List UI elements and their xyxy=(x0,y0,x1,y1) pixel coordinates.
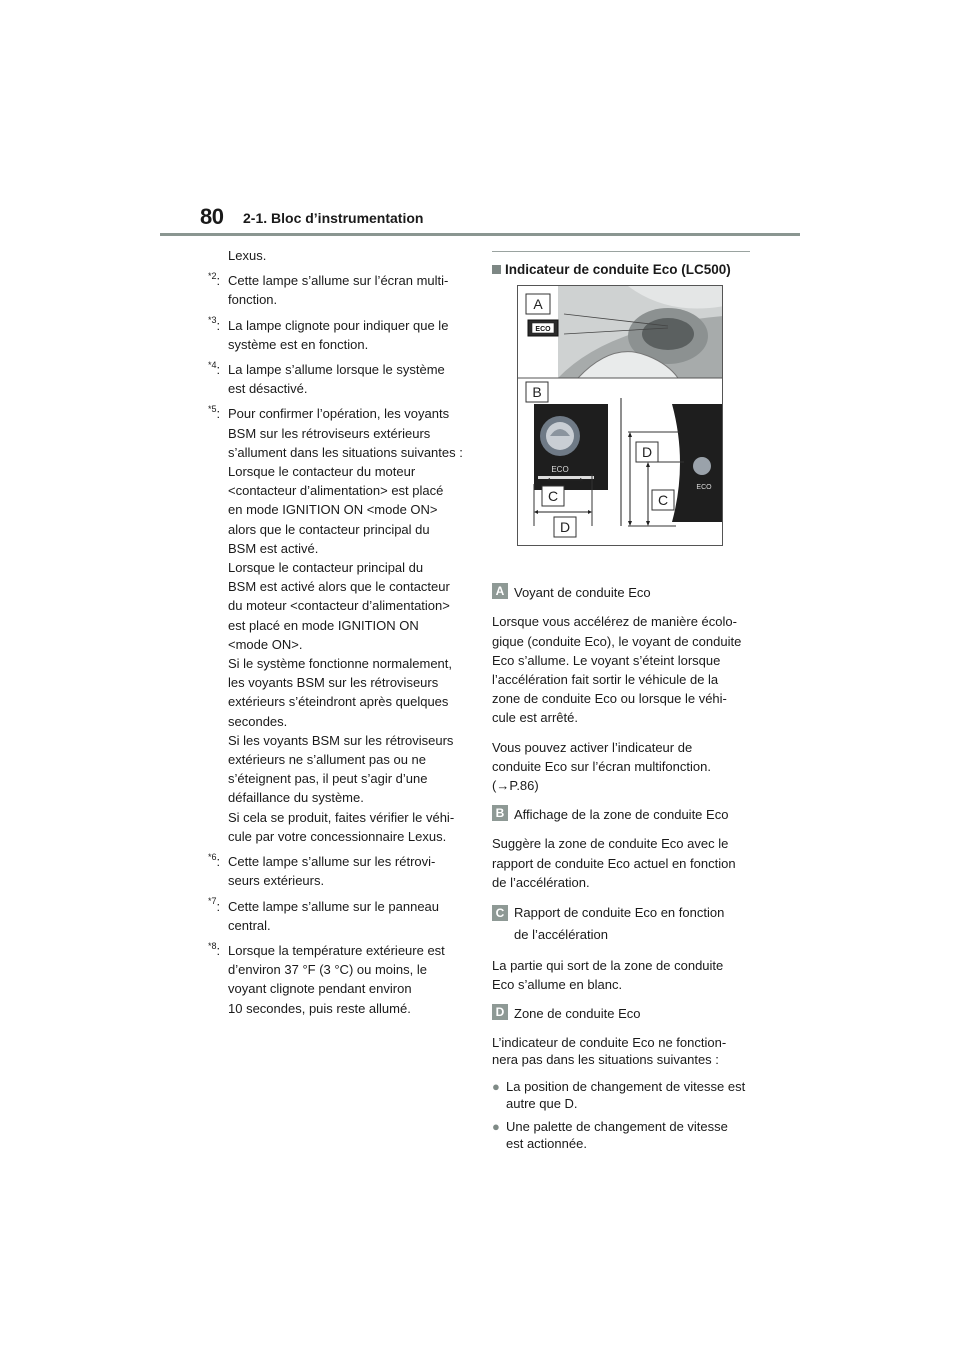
item-a xyxy=(492,583,752,602)
footnote-mark: $^{*2}$: xyxy=(208,270,221,289)
gauge-eco-text-right: ECO xyxy=(696,484,712,491)
callout-c-left-label: C xyxy=(547,488,559,504)
circle-bullet-icon: ● xyxy=(492,1078,500,1094)
item-a-paragraph-2: Vous pouvez activer l’indicateur de conduite Eco sur l’écran multifonction. (→P.86) xyxy=(492,738,752,796)
footnote-mark: $^{*3}$: xyxy=(208,315,221,333)
subsection-heading-text: Indicateur de conduite Eco (LC500) xyxy=(505,262,731,277)
footnote-text: Cette lampe s’allume sur le panneau central. xyxy=(228,898,440,933)
footnote-5 xyxy=(208,404,470,846)
footnote-mark: $^{*8}$: xyxy=(208,940,221,958)
item-d-title: Zone de conduite Eco xyxy=(514,1006,641,1022)
callout-a-label: A xyxy=(533,296,543,312)
item-c xyxy=(492,902,752,946)
letter-d-badge: D xyxy=(492,1004,508,1020)
footnote-text: La lampe clignote pour indiquer que le système est en fonction. xyxy=(228,317,449,352)
footnote-text: Lorsque la température extérieure est d’environ 37 °F (3 °C) ou moins, le voyant clignote pendant environ 10 secondes, puis reste allumé. xyxy=(228,942,445,1016)
callout-d-right-label: D xyxy=(641,444,653,460)
eco-badge-icon: ECO xyxy=(535,326,551,333)
footnote-mark: $^{*4}$: xyxy=(208,359,221,378)
subsection-heading xyxy=(492,260,752,279)
square-bullet-icon xyxy=(492,265,501,274)
section-title: 2-1. Bloc d’instrumentation xyxy=(243,210,424,226)
eco-indicator-illustration xyxy=(518,286,723,546)
header-rule xyxy=(160,233,800,236)
item-b-paragraph: Suggère la zone de conduite Eco avec le rapport de conduite Eco actuel en fonction de l’accélération. xyxy=(492,836,736,890)
letter-a-badge: A xyxy=(492,583,508,599)
item-c-paragraph: La partie qui sort de la zone de conduite Eco s’allume en blanc. xyxy=(492,958,724,993)
item-d xyxy=(492,1004,752,1023)
footnote-continuation: Lexus. xyxy=(228,248,267,263)
item-c-title: Rapport de conduite Eco en fonction de l’accélération xyxy=(514,905,725,943)
footnote-8 xyxy=(208,941,470,1018)
page-reference-link[interactable]: (→P.86) xyxy=(492,778,539,794)
footnote-7 xyxy=(208,897,470,935)
footnote-mark: $^{*7}$: xyxy=(208,896,221,914)
letter-b-badge: B xyxy=(492,805,508,821)
item-a-paragraph-1: Lorsque vous accélérez de manière écolo- gique (conduite Eco), le voyant de conduite Eco s’allume. Le voyant s’éteint lorsque l’accélération fait sortir le véhicule de la zone de conduite Eco ou lorsque le véhi- cule est arrêté. xyxy=(492,614,742,726)
footnote-list xyxy=(208,271,470,1018)
circle-bullet-icon: ● xyxy=(492,1118,500,1134)
bullet-item-2: ● Une palette de changement de vitesse est actionnée. xyxy=(492,1118,728,1151)
callout-c-right-label: C xyxy=(657,492,669,508)
footnote-2 xyxy=(208,271,470,309)
footnote-4 xyxy=(208,360,470,398)
footnote-text: Pour confirmer l’opération, les voyants BSM sur les rétroviseurs extérieurs s’allument dans les situations suivantes : Lorsque le contacteur du moteur <contacteur d’alimentation> est placé en mode IGNITION ON <mode ON> alors que le contacteur principal du BSM est activé. Lorsque le contacteur principal du BSM est activé alors que le contacteur du moteur <contacteur d’alimentation> est placé en mode IGNITION ON <mode ON>. Si le système fonctionne normalement, les voyants BSM sur les rétroviseurs extérieurs s’éteindront après quelques secondes. Si les voyants BSM sur les rétroviseurs extérieurs ne s’allument pas ou ne s’éteignent pas, il peut s’agir d’une défaillance du système. Si cela se produit, faites vérifier le véhi- cule par votre concessionnaire Lexus. xyxy=(228,406,463,844)
footnote-text: Cette lampe s’allume sur l’écran multi- fonction. xyxy=(228,273,449,308)
letter-c-badge: C xyxy=(492,905,508,921)
footnote-6 xyxy=(208,852,470,890)
footnote-text: La lampe s’allume lorsque le système est désactivé. xyxy=(228,362,445,397)
gauge-eco-text: ECO xyxy=(551,465,569,474)
item-b xyxy=(492,805,752,824)
left-column xyxy=(208,246,470,1024)
footnote-3 xyxy=(208,316,470,354)
callout-b-label: B xyxy=(532,384,542,400)
item-b-title: Affichage de la zone de conduite Eco xyxy=(514,807,729,823)
footnote-mark: $^{*5}$: xyxy=(208,404,221,422)
eco-indicator-figure xyxy=(517,285,723,546)
callout-d-left-label: D xyxy=(559,519,571,535)
bullet-item-1: ● La position de changement de vitesse est autre que D. xyxy=(492,1078,746,1111)
footnote-text: Cette lampe s’allume sur les rétrovi- seurs extérieurs. xyxy=(228,854,436,889)
item-d-paragraph: L’indicateur de conduite Eco ne fonction- nera pas dans les situations suivantes : xyxy=(492,1034,727,1067)
page-number: 80 xyxy=(200,204,224,229)
footnote-mark: $^{*6}$: xyxy=(208,851,221,870)
item-a-title: Voyant de conduite Eco xyxy=(514,585,651,601)
